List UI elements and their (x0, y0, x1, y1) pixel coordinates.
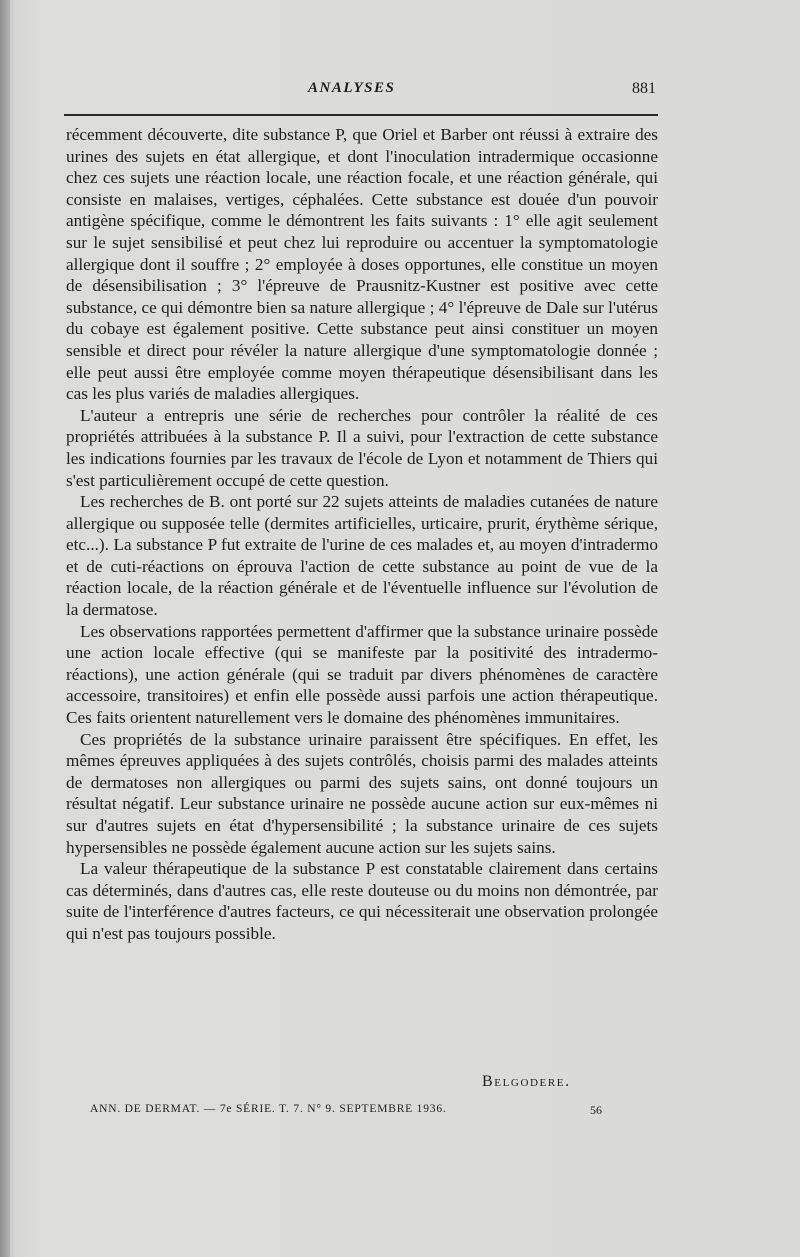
paragraph-1: récemment découverte, dite substance P, que Oriel et Barber ont réussi à extraire des urines des sujets en état allergique, et dont l'inoculation intradermique occasionne chez ces sujets une réaction locale, une réaction focale, et une réaction générale, qui consiste en malaises, vertiges, céphalées. Cette substance est douée d'un pouvoir antigène spécifique, comme le démontrent les faits suivants : 1° elle agit seulement sur le sujet sensibilisé et peut chez lui reproduire ou accentuer la symptomatologie allergique dont il souffre ; 2° employée à doses opportunes, elle constitue un moyen de désensibilisation ; 3° l'épreuve de Prausnitz-Kustner est positive avec cette substance, ce qui démontre bien sa nature allergique ; 4° l'épreuve de Dale sur l'utérus du cobaye est également positive. Cette substance peut ainsi constituer un moyen sensible et direct pour révéler la nature allergique d'une symptomatologie donnée ; elle peut aussi être employée comme moyen thérapeutique désensibilisant dans les cas les plus variés de maladies allergiques. (66, 125, 658, 404)
author-signature: Belgodere. (482, 1073, 571, 1090)
page-number: 881 (632, 80, 656, 97)
paragraph-2: L'auteur a entrepris une série de recherches pour contrôler la réalité de ces propriétés attribuées à la substance P. Il a suivi, pour l'extraction de cette substance les indications fournies par les travaux de l'école de Lyon et notamment de Thiers qui s'est particulièrement occupé de cette question. (66, 405, 658, 490)
paragraph-5: Ces propriétés de la substance urinaire paraissent être spécifiques. En effet, les mêmes épreuves appliquées à des sujets contrôlés, choisis parmi des malades atteints de dermatoses non allergiques ou parmi des sujets sains, ont donné toujours un résultat négatif. Leur substance urinaire ne possède aucune action sur eux-mêmes ni sur d'autres sujets en état d'hypersensibilité ; la substance urinaire de ces sujets hypersensibles ne possède également aucune action sur les sujets sains. (66, 729, 658, 857)
book-spine-shadow (0, 0, 10, 1257)
running-title: ANALYSES (308, 80, 396, 96)
signature-number: 56 (590, 1103, 602, 1117)
header-rule (64, 114, 658, 116)
paragraph-6: La valeur thérapeutique de la substance P est constatable clairement dans certains cas déterminés, dans d'autres cas, elle reste douteuse ou du moins non démontrée, par suite de l'interférence d'autres facteurs, ce qui nécessiterait une observation prolongée qui n'est pas toujours possible. (66, 859, 658, 943)
paragraph-4: Les observations rapportées permettent d'affirmer que la substance urinaire possède une action locale effective (qui se manifeste par la positivité des intradermo-réactions), une action générale (qui se traduit par divers phénomènes de caractère accessoire, transitoires) et enfin elle possède aussi parfois une action thérapeutique. Ces faits orientent naturellement vers le domaine des phénomènes immunitaires. (66, 621, 658, 728)
article-body (66, 124, 658, 945)
paragraph-3: Les recherches de B. ont porté sur 22 sujets atteints de maladies cutanées de nature allergique ou supposée telle (dermites artificielles, urticaire, prurit, érythème sérique, etc...). La substance P fut extraite de l'urine de ces malades et, au moyen d'intradermo et de cuti-réactions on éprouva l'action de cette substance au point de vue de la réaction locale, de la réaction générale et de l'éventuelle influence sur l'évolution de la dermatose. (66, 492, 658, 620)
journal-citation: ANN. DE DERMAT. — 7e SÉRIE. T. 7. N° 9. SEPTEMBRE 1936. (90, 1103, 447, 1115)
